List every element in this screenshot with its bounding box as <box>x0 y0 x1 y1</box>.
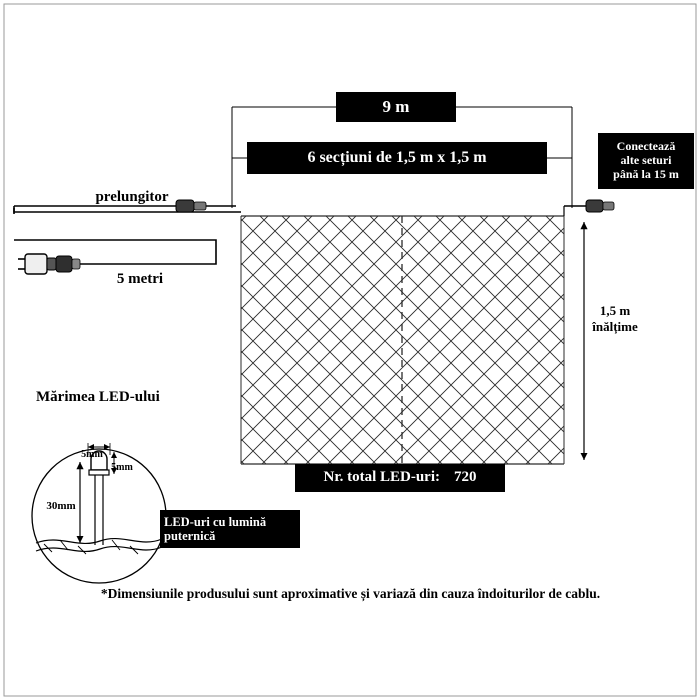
total-leds-label <box>295 464 505 492</box>
width-label-text: 9 m <box>382 97 410 117</box>
height-label-line2: înălțime <box>592 319 638 335</box>
led-width-dimension-label <box>74 449 110 463</box>
connect-label-line2: alte seturi <box>620 153 672 168</box>
width-label <box>336 92 456 122</box>
bright-light-label <box>160 510 300 548</box>
net-mesh <box>241 216 564 464</box>
footnote <box>88 586 613 606</box>
cable-length-label <box>95 270 185 290</box>
footnote-text: *Dimensiunile produsului sunt aproximative și variază din cauza îndoiturilor de cablu. <box>100 586 601 601</box>
bright-light-line2: puternică <box>164 529 216 543</box>
led-head-dimension-label <box>104 462 140 476</box>
bright-light-line1: LED-uri cu lumină <box>164 514 267 529</box>
sections-label <box>247 142 547 174</box>
led-height-dimension-text: 30mm <box>46 500 76 512</box>
power-cord <box>14 240 216 274</box>
sections-label-text: 6 secțiuni de 1,5 m x 1,5 m <box>307 148 487 166</box>
connect-more-sets-label <box>598 133 694 189</box>
led-width-dimension-text: 5mm <box>81 449 103 460</box>
total-leds-label-text: Nr. total LED-uri: <box>323 469 441 486</box>
total-leds-value: 720 <box>454 469 477 486</box>
led-size-title <box>36 388 186 408</box>
led-height-dimension-label <box>41 500 81 516</box>
led-size-title-text: Mărimea LED-ului <box>36 389 160 405</box>
height-label-line1: 1,5 m <box>599 303 631 318</box>
led-head-dimension-text: 5mm <box>111 462 133 473</box>
cable-length-label-text: 5 metri <box>116 271 164 287</box>
connect-label-line3: până la 15 m <box>613 166 679 181</box>
connect-label-line1: Conectează <box>616 139 676 154</box>
extension-label-text: prelungitor <box>95 189 169 205</box>
height-label <box>587 303 643 343</box>
extension-cable-label <box>72 188 192 208</box>
